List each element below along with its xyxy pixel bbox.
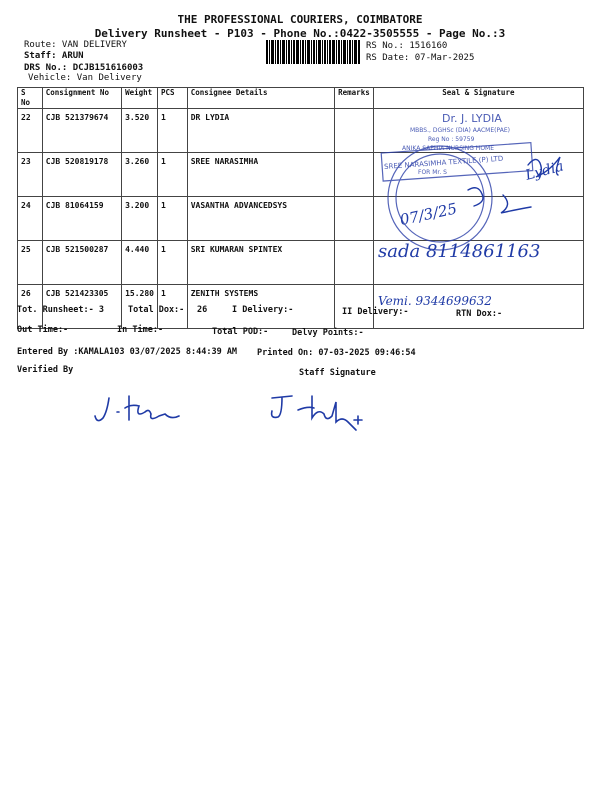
cell-consignee: SREE NARASIMHA bbox=[187, 153, 334, 197]
barcode-icon bbox=[266, 40, 360, 64]
delvy-points: Delvy Points:- bbox=[292, 328, 364, 338]
col-header-sno: S No bbox=[18, 88, 43, 109]
col-header-consignee: Consignee Details bbox=[187, 88, 334, 109]
handwriting-seal-column bbox=[378, 105, 588, 315]
cell-consignment: CJB 81064159 bbox=[42, 197, 121, 241]
cell-remarks bbox=[335, 153, 374, 197]
cell-weight: 3.200 bbox=[122, 197, 158, 241]
cell-pcs: 1 bbox=[157, 241, 187, 285]
stamp-company: SREE NARASIMHA TEXTILE (P) LTD bbox=[383, 154, 504, 171]
cell-weight: 15.280 bbox=[122, 285, 158, 329]
cell-consignee: VASANTHA ADVANCEDSYS bbox=[187, 197, 334, 241]
stamp-for: FOR Mr. S bbox=[418, 169, 447, 176]
col-header-consignment: Consignment No bbox=[42, 88, 121, 109]
handwriting-date: 07/3/25 bbox=[398, 199, 459, 230]
verifier-signature-icon bbox=[95, 390, 205, 430]
cell-consignee: SRI KUMARAN SPINTEX bbox=[187, 241, 334, 285]
stamp-name: Dr. J. LYDIA bbox=[442, 112, 502, 125]
cell-consignee: DR LYDIA bbox=[187, 109, 334, 153]
total-pod: Total POD:- bbox=[212, 327, 269, 337]
drs-number: DRS No.: DCJB151616003 bbox=[24, 63, 144, 73]
rtn-dox: RTN Dox:- bbox=[456, 309, 503, 319]
cell-consignment: CJB 520819178 bbox=[42, 153, 121, 197]
stamp-reg: Reg No : 59759 bbox=[428, 136, 475, 143]
total-dox-value: 26 bbox=[197, 305, 208, 315]
stamp-qualification: MBBS., DGHSc (DIA) AACME(PAE) bbox=[410, 127, 510, 134]
staff-label: Staff: ARUN bbox=[24, 51, 84, 61]
runsheet-subtitle: Delivery Runsheet - P103 - Phone No.:0422-3505555 - Page No.:3 bbox=[94, 27, 506, 40]
in-time: In Time:- bbox=[117, 325, 164, 335]
handwriting-row25: sada 8114861163 bbox=[378, 241, 541, 262]
staff-signature-label: Staff Signature bbox=[299, 368, 376, 378]
cell-sno: 25 bbox=[18, 241, 43, 285]
cell-consignment: CJB 521379674 bbox=[42, 109, 121, 153]
staff-signature-icon bbox=[268, 390, 368, 430]
col-header-remarks: Remarks bbox=[335, 88, 374, 109]
vehicle-label: Vehicle: Van Delivery bbox=[28, 73, 142, 83]
company-name: THE PROFESSIONAL COURIERS, COIMBATORE bbox=[177, 13, 423, 26]
cell-sno: 26 bbox=[18, 285, 43, 329]
col-header-weight: Weight bbox=[122, 88, 158, 109]
cell-remarks bbox=[335, 109, 374, 153]
total-dox-label: Total Dox:- bbox=[128, 305, 185, 315]
col-header-seal: Seal & Signature bbox=[373, 88, 583, 109]
cell-sno: 22 bbox=[18, 109, 43, 153]
cell-weight: 3.520 bbox=[122, 109, 158, 153]
route-label: Route: VAN DELIVERY bbox=[24, 40, 127, 50]
total-runsheet: Tot. Runsheet:- 3 bbox=[17, 305, 104, 315]
cell-pcs: 1 bbox=[157, 285, 187, 329]
cell-consignment: CJB 521500287 bbox=[42, 241, 121, 285]
cell-pcs: 1 bbox=[157, 197, 187, 241]
handwriting-sig-lydia: Lydia bbox=[523, 158, 566, 184]
cell-pcs: 1 bbox=[157, 109, 187, 153]
verified-by-label: Verified By bbox=[17, 365, 74, 375]
cell-sno: 24 bbox=[18, 197, 43, 241]
cell-consignment: CJB 521423305 bbox=[42, 285, 121, 329]
cell-remarks bbox=[335, 241, 374, 285]
cell-remarks bbox=[335, 197, 374, 241]
handwriting-row26: Vemi. 9344699632 bbox=[378, 294, 492, 308]
stamp-hospital: ANIKA SAPHIA NURSING HOME bbox=[402, 145, 495, 152]
rs-number: RS No.: 1516160 bbox=[366, 41, 448, 51]
i-delivery: I Delivery:- bbox=[232, 305, 294, 315]
col-header-pcs: PCS bbox=[157, 88, 187, 109]
cell-pcs: 1 bbox=[157, 153, 187, 197]
cell-consignee: ZENITH SYSTEMS bbox=[187, 285, 334, 329]
out-time: Out Time:- bbox=[17, 325, 69, 335]
cell-weight: 4.440 bbox=[122, 241, 158, 285]
ii-delivery: II Delivery:- bbox=[342, 307, 409, 317]
entered-by: Entered By :KAMALA103 03/07/2025 8:44:39 AM bbox=[17, 347, 238, 357]
cell-sno: 23 bbox=[18, 153, 43, 197]
rs-date: RS Date: 07-Mar-2025 bbox=[366, 53, 475, 63]
cell-weight: 3.260 bbox=[122, 153, 158, 197]
printed-on: Printed On: 07-03-2025 09:46:54 bbox=[257, 348, 416, 358]
